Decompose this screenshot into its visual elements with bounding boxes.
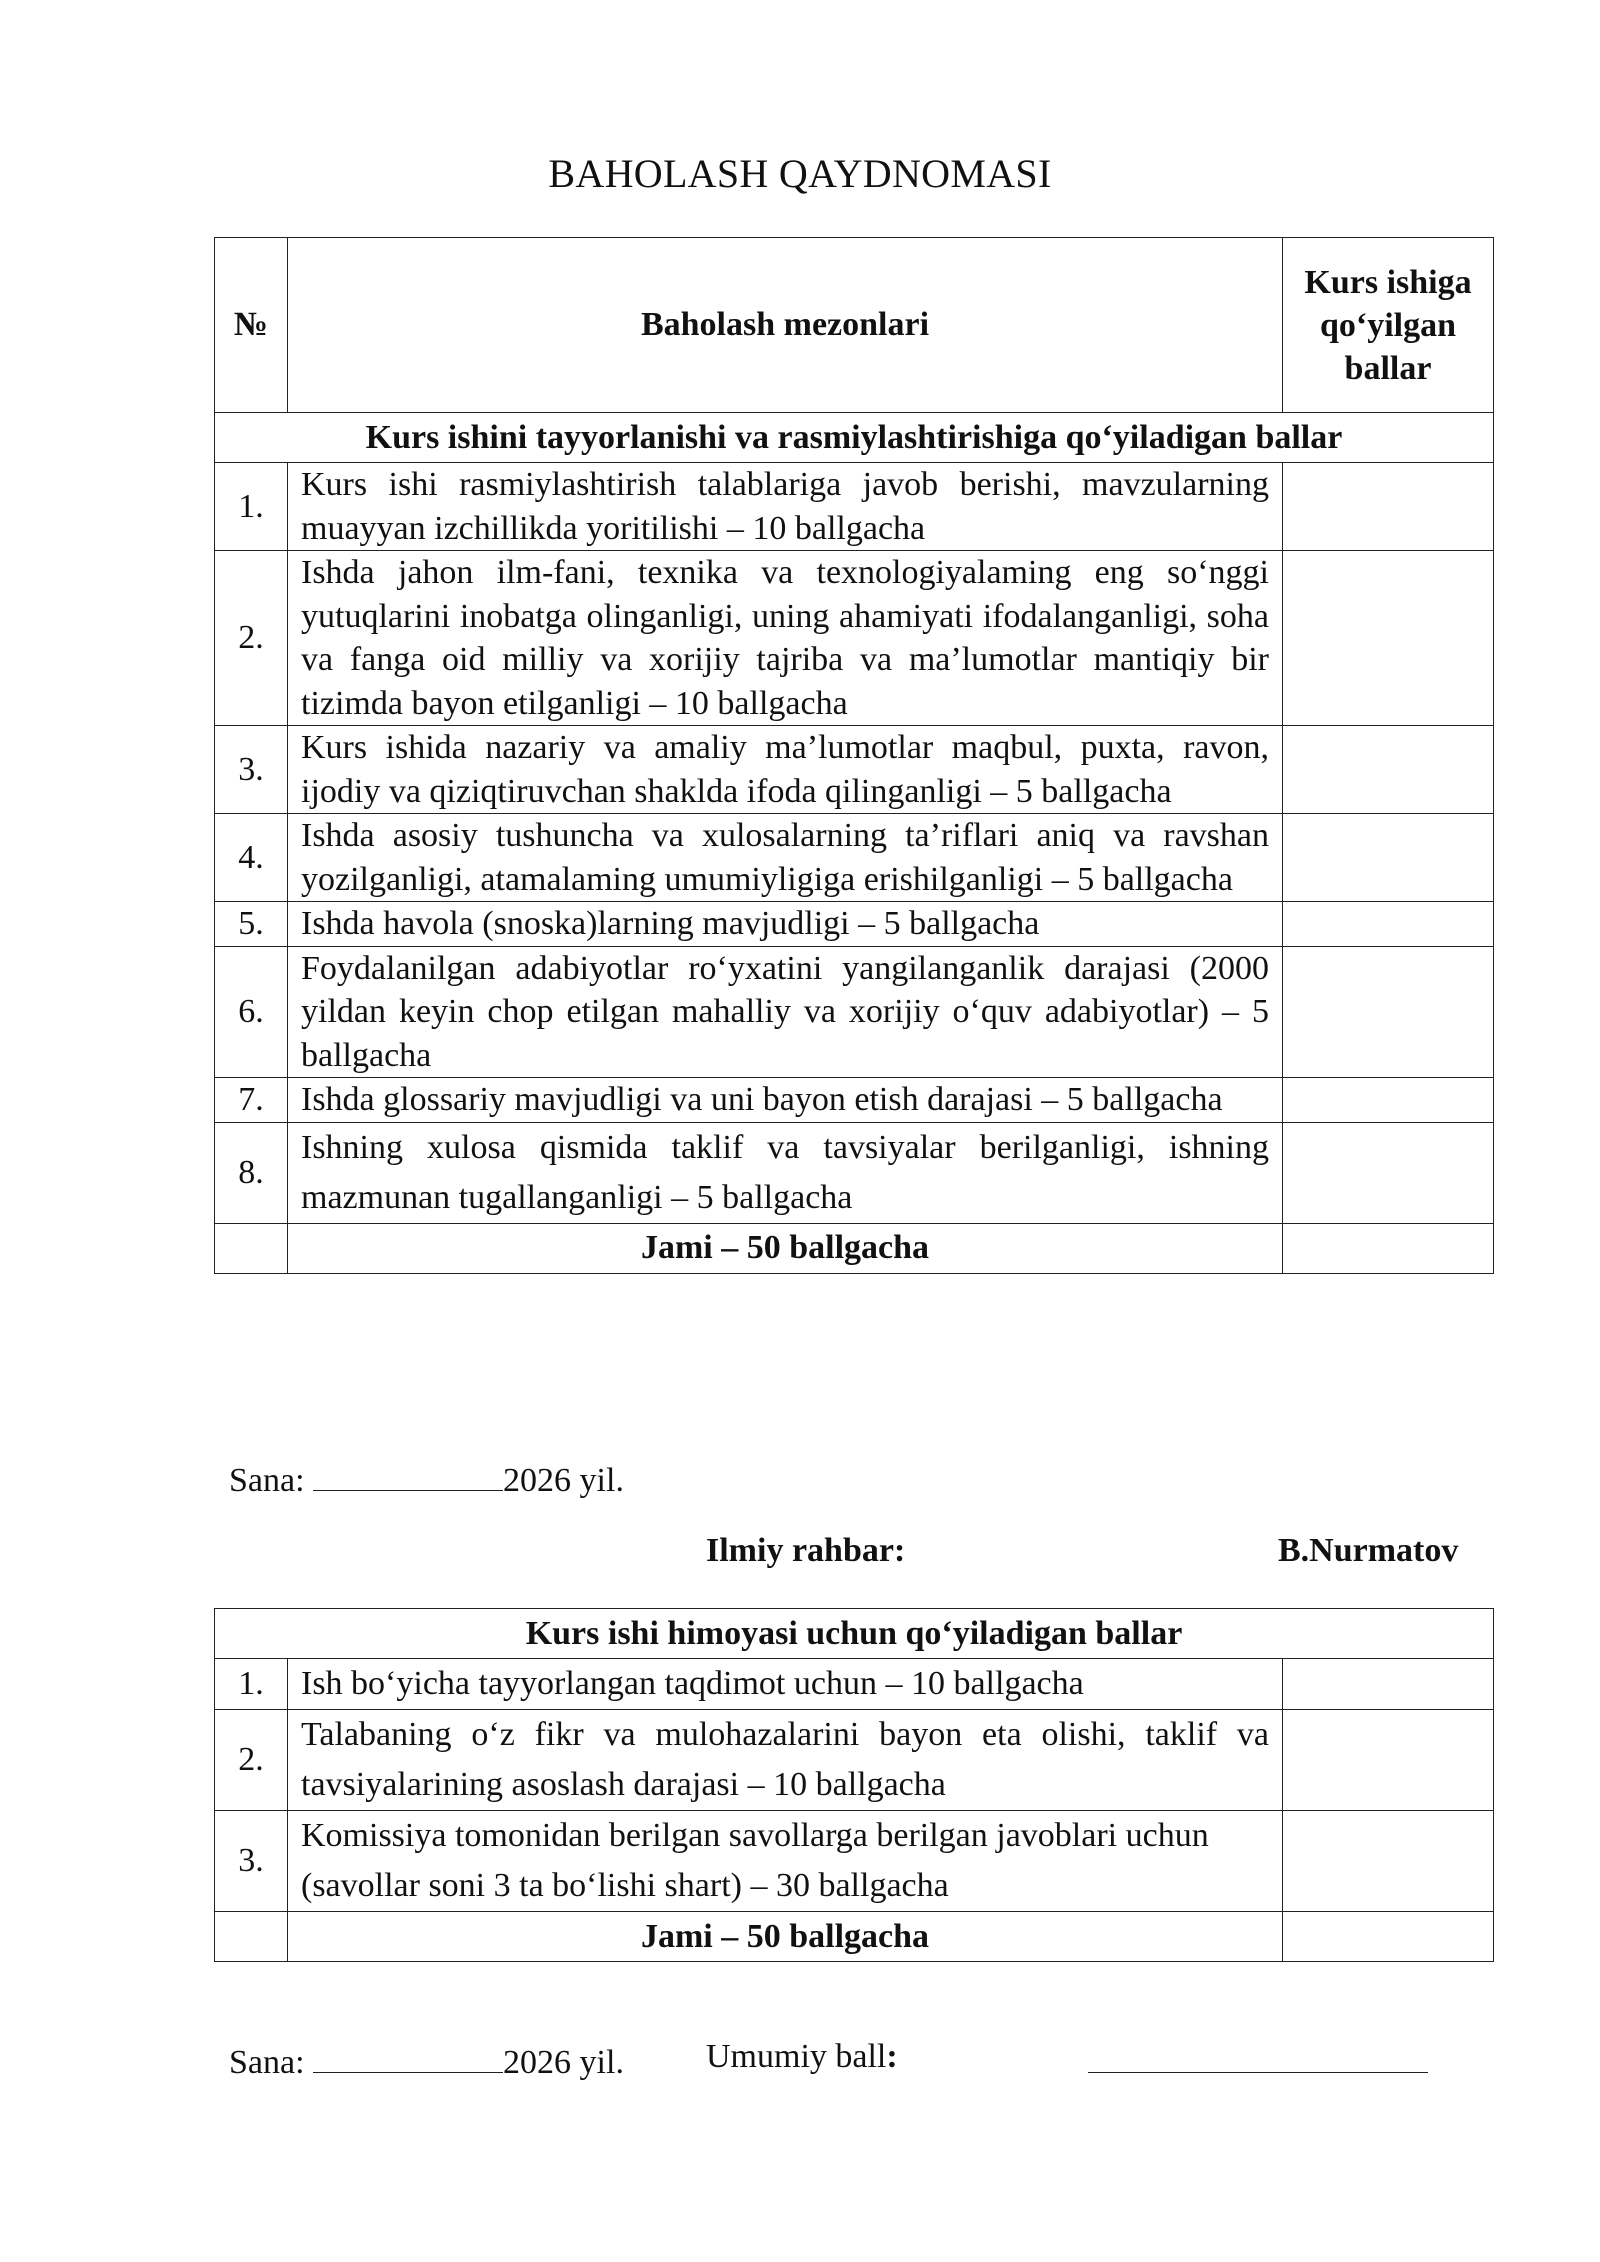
table-row (215, 946, 1494, 1078)
table-row (215, 726, 1494, 814)
score-cell[interactable] (1283, 1122, 1494, 1223)
table-row (215, 1078, 1494, 1123)
score-cell[interactable] (1283, 726, 1494, 814)
total-score-cell[interactable] (1283, 1223, 1494, 1273)
score-cell[interactable] (1283, 946, 1494, 1078)
row-number: 1. (215, 463, 288, 551)
row-criterion: Ishda havola (snoska)larning mavjudligi – 5 ballgacha (288, 902, 1283, 947)
total-label: Jami – 50 ballgacha (288, 1912, 1283, 1962)
score-cell[interactable] (1283, 1710, 1494, 1811)
table-row (215, 1710, 1494, 1811)
overall-label-text: Umumiy ball (706, 2038, 887, 2075)
row-number: 4. (215, 814, 288, 902)
row-number: 7. (215, 1078, 288, 1123)
table-row (215, 814, 1494, 902)
score-cell[interactable] (1283, 1659, 1494, 1710)
header-score: Kurs ishiga qo‘yilgan ballar (1283, 238, 1494, 413)
row-criterion: Talabaning o‘z fikr va mulohazalarini bayon eta olishi, taklif va tavsiyalarining asoslash darajasi – 10 ballgacha (288, 1710, 1283, 1811)
date-label: Sana: (229, 1462, 305, 1499)
overall-label-colon: : (886, 2038, 898, 2075)
row-criterion: Foydalanilgan adabiyotlar ro‘yxatini yangilanganlik darajasi (2000 yildan keyin chop etilgan mahalliy va xorijiy o‘quv adabiyotlar) – 5 ballgacha (288, 946, 1283, 1078)
overall-score-blank[interactable] (1088, 2072, 1428, 2073)
score-cell[interactable] (1283, 1078, 1494, 1123)
table-row (215, 902, 1494, 947)
row-number: 3. (215, 726, 288, 814)
score-cell[interactable] (1283, 902, 1494, 947)
row-number: 8. (215, 1122, 288, 1223)
empty-cell (215, 1223, 288, 1273)
row-criterion: Kurs ishida nazariy va amaliy ma’lumotlar maqbul, puxta, ravon, ijodiy va qiziqtiruvchan shaklda ifoda qilinganligi – 5 ballgacha (288, 726, 1283, 814)
total-label: Jami – 50 ballgacha (288, 1223, 1283, 1273)
row-number: 6. (215, 946, 288, 1078)
row-criterion: Kurs ishi rasmiylashtirish talablariga javob berishi, mavzularning muayyan izchillikda yoritilishi – 10 ballgacha (288, 463, 1283, 551)
date-year: 2026 yil. (503, 2044, 624, 2081)
table-row (215, 551, 1494, 726)
empty-cell (215, 1912, 288, 1962)
document-title: BAHOLASH QAYDNOMASI (548, 151, 1052, 196)
score-cell[interactable] (1283, 551, 1494, 726)
section-row (215, 1609, 1494, 1659)
date-label: Sana: (229, 2044, 305, 2081)
row-number: 1. (215, 1659, 288, 1710)
date-line (229, 2038, 624, 2082)
overall-score-label (706, 2038, 898, 2076)
total-score-cell[interactable] (1283, 1912, 1494, 1962)
date-blank[interactable] (313, 2038, 503, 2073)
supervisor-name: B.Nurmatov (1278, 1532, 1459, 1569)
date-blank[interactable] (313, 1456, 503, 1491)
header-criteria: Baholash mezonlari (288, 238, 1283, 413)
row-criterion: Ishning xulosa qismida taklif va tavsiyalar berilganligi, ishning mazmunan tugallanganligi – 5 ballgacha (288, 1122, 1283, 1223)
table-row (215, 463, 1494, 551)
table-row (215, 1122, 1494, 1223)
table-row (215, 1811, 1494, 1912)
row-number: 2. (215, 551, 288, 726)
row-number: 3. (215, 1811, 288, 1912)
row-criterion: Ishda asosiy tushuncha va xulosalarning ta’riflari aniq va ravshan yozilganligi, atamalaming umumiyligiga erishilganligi – 5 ballgacha (288, 814, 1283, 902)
row-number: 2. (215, 1710, 288, 1811)
row-criterion: Ishda glossariy mavjudligi va uni bayon etish darajasi – 5 ballgacha (288, 1078, 1283, 1123)
row-criterion: Komissiya tomonidan berilgan savollarga berilgan javoblari uchun (savollar soni 3 ta bo‘lishi shart) – 30 ballgacha (288, 1811, 1283, 1912)
row-criterion: Ish bo‘yicha tayyorlangan taqdimot uchun – 10 ballgacha (288, 1659, 1283, 1710)
score-cell[interactable] (1283, 1811, 1494, 1912)
defense-table (214, 1608, 1494, 1962)
supervisor-label: Ilmiy rahbar: (706, 1532, 906, 1569)
table-row (215, 1659, 1494, 1710)
row-number: 5. (215, 902, 288, 947)
score-cell[interactable] (1283, 463, 1494, 551)
total-row (215, 1912, 1494, 1962)
assessment-table (214, 237, 1494, 1274)
section-title: Kurs ishini tayyorlanishi va rasmiylashtirishiga qo‘yiladigan ballar (215, 413, 1494, 463)
header-number: № (215, 238, 288, 413)
section-row (215, 413, 1494, 463)
row-criterion: Ishda jahon ilm-fani, texnika va texnologiyalaming eng so‘nggi yutuqlarini inobatga olinganligi, uning ahamiyati ifodalanganligi, soha va fanga oid milliy va xorijiy tajriba va ma’lumotlar mantiqiy bir tizimda bayon etilganligi – 10 ballgacha (288, 551, 1283, 726)
section-title: Kurs ishi himoyasi uchun qo‘yiladigan ballar (215, 1609, 1494, 1659)
score-cell[interactable] (1283, 814, 1494, 902)
date-line (229, 1456, 624, 1500)
total-row (215, 1223, 1494, 1273)
date-year: 2026 yil. (503, 1462, 624, 1499)
table-header-row (215, 238, 1494, 413)
